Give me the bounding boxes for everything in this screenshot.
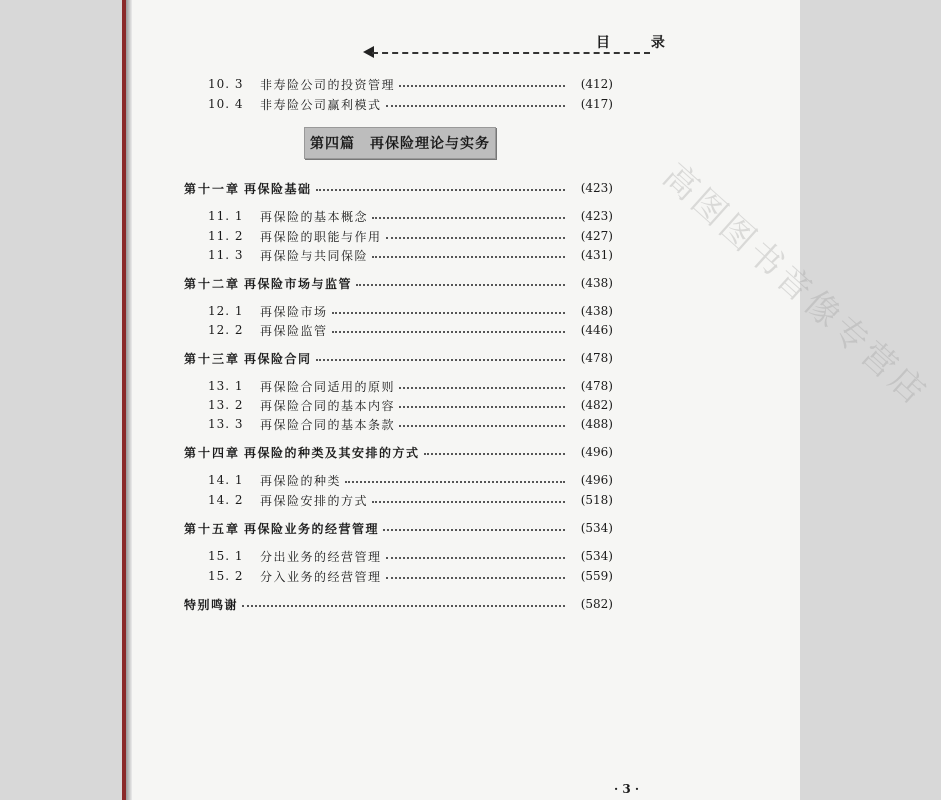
entry-number: 12. 1 [208,304,244,318]
leader-dots [399,85,565,87]
toc-entry[interactable] [208,206,613,226]
leader-dots [372,501,565,503]
entry-number: 13. 1 [208,379,244,393]
chapter-title: 再保险市场与监管 [244,276,353,291]
entry-number: 13. 3 [208,417,244,431]
entry-title: 分出业务的经营管理 [260,549,382,564]
chapter-number: 第十三章 [184,351,241,366]
entry-page: (446) [580,323,613,337]
chapter-number: 第十五章 [184,521,241,536]
toc-entry[interactable] [208,94,613,114]
entry-number: 15. 2 [208,569,244,583]
leader-dots [386,237,565,239]
entry-page: (496) [580,473,613,487]
chapter-number: 第十一章 [184,181,241,196]
chapter-page: (534) [580,521,613,535]
leader-dots [242,605,565,607]
leader-dots [332,312,565,314]
chapter-title: 再保险合同 [244,351,312,366]
leader-dots [372,256,565,258]
leader-dots [332,331,565,333]
entry-page: (412) [580,77,613,91]
chapter-page: (496) [580,445,613,459]
chapter-page: (438) [580,276,613,290]
entry-page: (423) [580,209,613,223]
chapter-number: 第十二章 [184,276,241,291]
chapter-title: 再保险业务的经营管理 [244,521,380,536]
entry-title: 再保险合同适用的原则 [260,379,396,394]
toc-chapter[interactable] [184,178,613,198]
special-thanks-title: 特别鸣谢 [184,597,239,612]
leader-dots [399,387,565,389]
special-thanks-page: (582) [580,597,613,611]
entry-title: 再保险的职能与作用 [260,229,382,244]
entry-number: 10. 4 [208,97,244,111]
header-rule [372,52,650,54]
entry-title: 再保险的基本概念 [260,209,369,224]
toc-chapter[interactable] [184,442,613,462]
entry-number: 15. 1 [208,549,244,563]
leader-dots [424,453,565,455]
header-title: 目 录 [596,35,683,51]
entry-number: 13. 2 [208,398,244,412]
chapter-title: 再保险的种类及其安排的方式 [244,445,420,460]
entry-page: (431) [580,248,613,262]
leader-dots [356,284,565,286]
entry-page: (559) [580,569,613,583]
toc-entry[interactable] [208,566,613,586]
entry-page: (482) [580,398,613,412]
part-heading: 第四篇 再保险理论与实务 [304,127,496,159]
toc-entry[interactable] [208,395,613,415]
leader-dots [399,406,565,408]
leader-dots [386,105,565,107]
entry-title: 再保险的种类 [260,473,342,488]
leader-dots [345,481,565,483]
toc-special-thanks[interactable] [184,594,613,614]
toc-entry[interactable] [208,376,613,396]
entry-page: (488) [580,417,613,431]
entry-number: 14. 2 [208,493,244,507]
chapter-page: (423) [580,181,613,195]
chapter-page: (478) [580,351,613,365]
entry-title: 非寿险公司赢利模式 [260,97,382,112]
toc-entry[interactable] [208,490,613,510]
entry-page: (518) [580,493,613,507]
entry-title: 再保险安排的方式 [260,493,369,508]
entry-number: 11. 3 [208,248,244,262]
toc-chapter[interactable] [184,518,613,538]
entry-title: 再保险合同的基本内容 [260,398,396,413]
entry-title: 非寿险公司的投资管理 [260,77,396,92]
entry-number: 10. 3 [208,77,244,91]
entry-number: 11. 2 [208,229,244,243]
toc-entry[interactable] [208,301,613,321]
entry-number: 11. 1 [208,209,244,223]
leader-dots [386,557,565,559]
entry-page: (417) [580,97,613,111]
entry-title: 再保险与共同保险 [260,248,369,263]
watermark: 高图图书音像专营店 [654,155,936,415]
toc-entry[interactable] [208,245,613,265]
leader-dots [399,425,565,427]
entry-page: (478) [580,379,613,393]
entry-number: 12. 2 [208,323,244,337]
page-number: · 3 · [614,782,640,796]
toc-chapter[interactable] [184,273,613,293]
toc-entry[interactable] [208,320,613,340]
leader-dots [372,217,565,219]
entry-title: 再保险市场 [260,304,328,319]
toc-entry[interactable] [208,226,613,246]
leader-dots [383,529,565,531]
chapter-title: 再保险基础 [244,181,312,196]
leader-dots [386,577,565,579]
toc-entry[interactable] [208,414,613,434]
entry-page: (427) [580,229,613,243]
leader-dots [316,189,565,191]
toc-chapter[interactable] [184,348,613,368]
entry-number: 14. 1 [208,473,244,487]
entry-title: 分入业务的经营管理 [260,569,382,584]
toc-entry[interactable] [208,470,613,490]
entry-page: (534) [580,549,613,563]
toc-entry[interactable] [208,546,613,566]
entry-title: 再保险合同的基本条款 [260,417,396,432]
chapter-number: 第十四章 [184,445,241,460]
entry-page: (438) [580,304,613,318]
leader-dots [316,359,565,361]
entry-title: 再保险监管 [260,323,328,338]
toc-entry[interactable] [208,74,613,94]
